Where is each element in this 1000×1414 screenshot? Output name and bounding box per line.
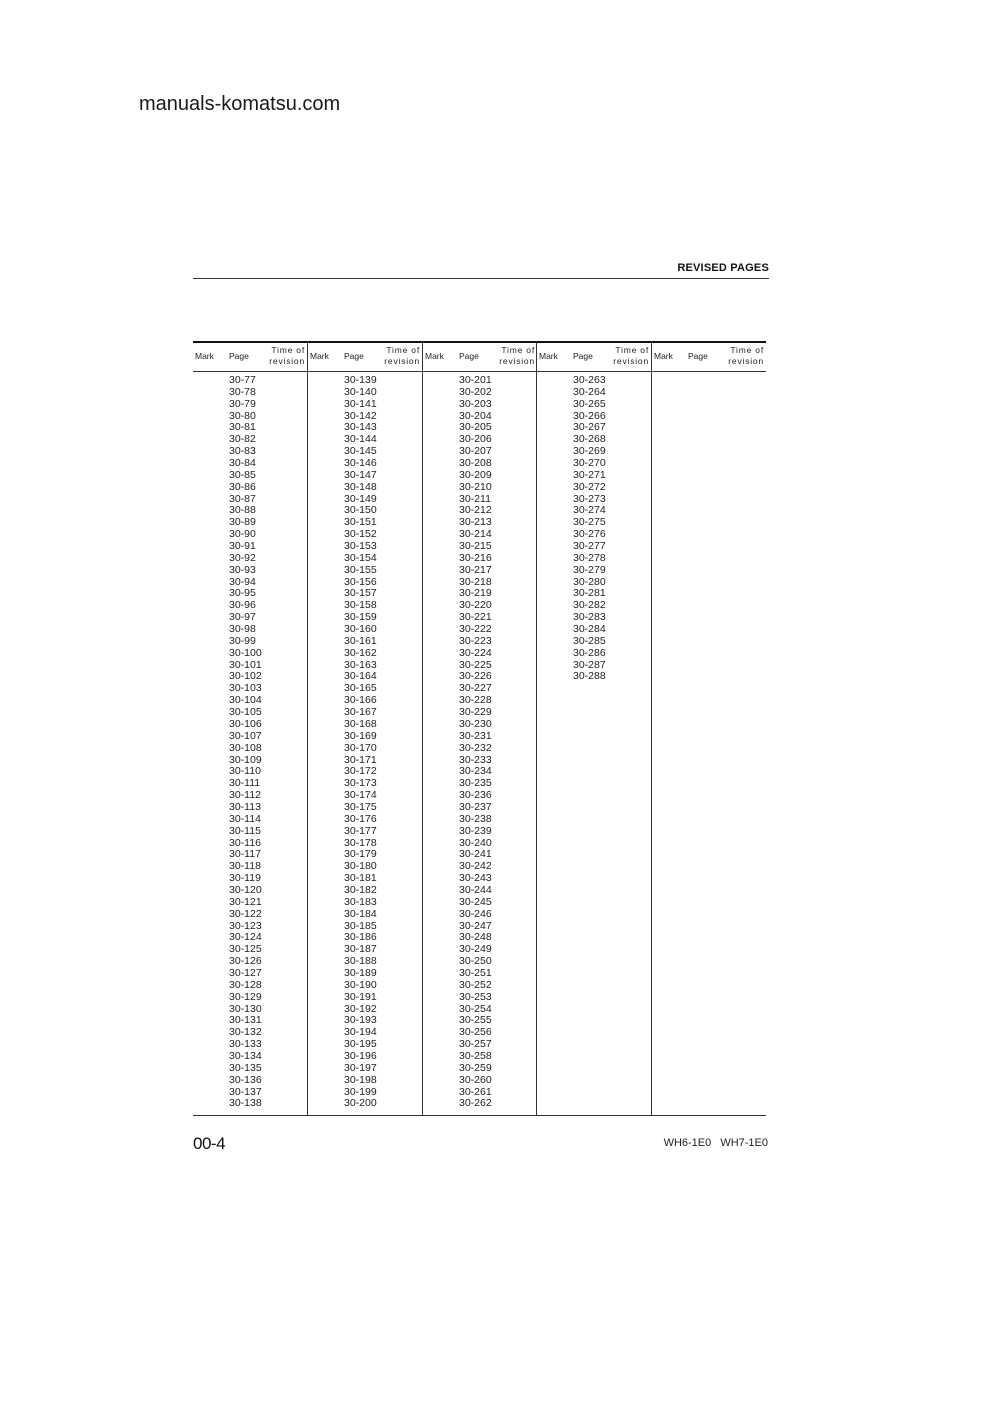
header-time-of-revision: Time of revision <box>499 345 535 366</box>
page-entry: 30-201 <box>459 374 492 386</box>
page-entry: 30-127 <box>229 966 262 979</box>
page-entry: 30-107 <box>229 729 262 742</box>
page-entry: 30-159 <box>344 611 377 624</box>
page-entry: 30-206 <box>459 433 492 446</box>
page-entry: 30-199 <box>344 1085 377 1098</box>
page-entry: 30-110 <box>229 765 261 778</box>
page-entry: 30-236 <box>459 789 492 802</box>
page-entry: 30-260 <box>459 1073 492 1086</box>
page-entry: 30-246 <box>459 907 492 920</box>
page-entry: 30-147 <box>344 468 377 481</box>
page-entry: 30-154 <box>344 551 377 564</box>
page-entry: 30-94 <box>229 575 256 588</box>
page-entry: 30-275 <box>573 516 606 529</box>
page-entry: 30-118 <box>229 860 261 873</box>
page-entry: 30-198 <box>344 1073 377 1086</box>
page-entry: 30-99 <box>229 634 256 647</box>
page-entry: 30-261 <box>459 1085 492 1098</box>
page-entry: 30-153 <box>344 540 377 553</box>
page-entry: 30-92 <box>229 551 256 564</box>
page-entry: 30-114 <box>229 812 261 825</box>
page-entry: 30-174 <box>344 789 377 802</box>
page-entry: 30-283 <box>573 611 606 624</box>
watermark-link[interactable]: manuals-komatsu.com <box>139 93 341 115</box>
page-entry: 30-251 <box>459 966 492 979</box>
page-entry: 30-165 <box>344 682 377 695</box>
page-entry: 30-221 <box>459 611 492 624</box>
page-entry: 30-281 <box>573 587 606 600</box>
page-entry: 30-84 <box>229 457 256 470</box>
page-entry: 30-138 <box>229 1097 262 1110</box>
page-entry: 30-269 <box>573 445 606 458</box>
page-entry: 30-117 <box>229 848 261 861</box>
page-entry: 30-103 <box>229 682 262 695</box>
page-entry: 30-90 <box>229 528 256 541</box>
page-entry: 30-152 <box>344 528 377 541</box>
page-entry: 30-229 <box>459 706 492 719</box>
page-entry: 30-134 <box>229 1049 262 1062</box>
header-page: Page <box>459 351 479 361</box>
page-entry: 30-79 <box>229 397 256 410</box>
page-entry: 30-228 <box>459 694 492 707</box>
header-mark: Mark <box>539 351 558 361</box>
page-entry: 30-83 <box>229 445 256 458</box>
page-entry: 30-209 <box>459 468 492 481</box>
page-entry: 30-108 <box>229 741 262 754</box>
page-entry: 30-232 <box>459 741 492 754</box>
page-entry: 30-96 <box>229 599 256 612</box>
page-entry: 30-120 <box>229 883 262 896</box>
page-entry: 30-80 <box>229 409 256 422</box>
page-entry: 30-123 <box>229 919 262 932</box>
page-entry: 30-113 <box>229 800 261 813</box>
column-group-3 <box>423 341 537 1116</box>
page-entry: 30-121 <box>229 895 262 908</box>
page-entry: 30-212 <box>459 504 492 517</box>
page-entry: 30-162 <box>344 646 377 659</box>
page-entry: 30-194 <box>344 1026 377 1039</box>
page-entry: 30-185 <box>344 919 377 932</box>
page-entry: 30-223 <box>459 634 492 647</box>
page-entry: 30-137 <box>229 1085 262 1098</box>
page-entry: 30-124 <box>229 931 262 944</box>
page-entry: 30-157 <box>344 587 377 600</box>
page-entry: 30-257 <box>459 1038 492 1051</box>
page-entry: 30-82 <box>229 433 256 446</box>
page-list <box>573 375 606 683</box>
header-time-of-revision: Time of revision <box>384 345 420 366</box>
page-entry: 30-186 <box>344 931 377 944</box>
page-entry: 30-89 <box>229 516 256 529</box>
page-entry: 30-197 <box>344 1061 377 1074</box>
page-entry: 30-104 <box>229 694 262 707</box>
page-entry: 30-176 <box>344 812 377 825</box>
revised-pages-table <box>193 341 766 1116</box>
page-entry: 30-180 <box>344 860 377 873</box>
page-list <box>229 375 262 1110</box>
page-entry: 30-237 <box>459 800 492 813</box>
page-entry: 30-276 <box>573 528 606 541</box>
page-entry: 30-210 <box>459 480 492 493</box>
page-entry: 30-224 <box>459 646 492 659</box>
page-entry: 30-190 <box>344 978 377 991</box>
page-entry: 30-77 <box>229 374 256 386</box>
page-entry: 30-285 <box>573 634 606 647</box>
page-entry: 30-155 <box>344 563 377 576</box>
page-entry: 30-151 <box>344 516 377 529</box>
header-time-of-revision: Time of revision <box>269 345 305 366</box>
page-entry: 30-220 <box>459 599 492 612</box>
page-entry: 30-177 <box>344 824 377 837</box>
page-entry: 30-267 <box>573 421 606 434</box>
page-entry: 30-192 <box>344 1002 377 1015</box>
page-entry: 30-264 <box>573 385 606 398</box>
page-entry: 30-119 <box>229 872 261 885</box>
page-entry: 30-132 <box>229 1026 262 1039</box>
page-entry: 30-87 <box>229 492 256 505</box>
page-entry: 30-268 <box>573 433 606 446</box>
page-entry: 30-200 <box>344 1097 377 1110</box>
page-entry: 30-115 <box>229 824 261 837</box>
header-time-of-revision: Time of revision <box>613 345 649 366</box>
page-entry: 30-238 <box>459 812 492 825</box>
page-entry: 30-205 <box>459 421 492 434</box>
page-entry: 30-213 <box>459 516 492 529</box>
page-entry: 30-125 <box>229 943 262 956</box>
page-entry: 30-105 <box>229 706 262 719</box>
header-page: Page <box>344 351 364 361</box>
page-entry: 30-279 <box>573 563 606 576</box>
page-entry: 30-148 <box>344 480 377 493</box>
page-entry: 30-277 <box>573 540 606 553</box>
page-entry: 30-259 <box>459 1061 492 1074</box>
page-entry: 30-222 <box>459 623 492 636</box>
header-page: Page <box>573 351 593 361</box>
page-entry: 30-245 <box>459 895 492 908</box>
page-entry: 30-102 <box>229 670 262 683</box>
page-entry: 30-171 <box>344 753 377 766</box>
page-entry: 30-193 <box>344 1014 377 1027</box>
page-entry: 30-116 <box>229 836 261 849</box>
page-entry: 30-129 <box>229 990 262 1003</box>
header-mark: Mark <box>654 351 673 361</box>
page-entry: 30-187 <box>344 943 377 956</box>
page-entry: 30-106 <box>229 717 262 730</box>
header-time-of-revision: Time of revision <box>728 345 764 366</box>
page-entry: 30-188 <box>344 955 377 968</box>
page-entry: 30-219 <box>459 587 492 600</box>
page-entry: 30-141 <box>344 397 377 410</box>
page-entry: 30-78 <box>229 385 256 398</box>
page-entry: 30-282 <box>573 599 606 612</box>
page-entry: 30-202 <box>459 385 492 398</box>
page-list <box>344 375 377 1110</box>
page-entry: 30-143 <box>344 421 377 434</box>
page-entry: 30-244 <box>459 883 492 896</box>
page-entry: 30-95 <box>229 587 256 600</box>
page-entry: 30-235 <box>459 777 492 790</box>
page-entry: 30-81 <box>229 421 256 434</box>
page-entry: 30-175 <box>344 800 377 813</box>
page-entry: 30-146 <box>344 457 377 470</box>
page-entry: 30-250 <box>459 955 492 968</box>
header-mark: Mark <box>310 351 329 361</box>
page-entry: 30-258 <box>459 1049 492 1062</box>
header-page: Page <box>688 351 708 361</box>
page-entry: 30-265 <box>573 397 606 410</box>
page-entry: 30-270 <box>573 457 606 470</box>
page-entry: 30-133 <box>229 1038 262 1051</box>
page-entry: 30-91 <box>229 540 256 553</box>
page-entry: 30-164 <box>344 670 377 683</box>
page-entry: 30-170 <box>344 741 377 754</box>
page-entry: 30-111 <box>229 777 261 790</box>
page-entry: 30-178 <box>344 836 377 849</box>
page-entry: 30-166 <box>344 694 377 707</box>
page-entry: 30-284 <box>573 623 606 636</box>
page-entry: 30-163 <box>344 658 377 671</box>
page-entry: 30-217 <box>459 563 492 576</box>
page-entry: 30-252 <box>459 978 492 991</box>
page-entry: 30-179 <box>344 848 377 861</box>
page-entry: 30-169 <box>344 729 377 742</box>
page-entry: 30-253 <box>459 990 492 1003</box>
page-entry: 30-249 <box>459 943 492 956</box>
header-mark: Mark <box>195 351 214 361</box>
page-entry: 30-126 <box>229 955 262 968</box>
page-entry: 30-218 <box>459 575 492 588</box>
page-entry: 30-144 <box>344 433 377 446</box>
page-entry: 30-149 <box>344 492 377 505</box>
page-entry: 30-145 <box>344 445 377 458</box>
page-entry: 30-287 <box>573 658 606 671</box>
page-entry: 30-227 <box>459 682 492 695</box>
page-entry: 30-286 <box>573 646 606 659</box>
page-entry: 30-254 <box>459 1002 492 1015</box>
page-entry: 30-273 <box>573 492 606 505</box>
column-group-1 <box>193 341 307 1116</box>
page-entry: 30-272 <box>573 480 606 493</box>
page-entry: 30-173 <box>344 777 377 790</box>
page-entry: 30-271 <box>573 468 606 481</box>
page-entry: 30-207 <box>459 445 492 458</box>
header-mark: Mark <box>425 351 444 361</box>
page-entry: 30-131 <box>229 1014 262 1027</box>
page-entry: 30-225 <box>459 658 492 671</box>
page-entry: 30-240 <box>459 836 492 849</box>
page-entry: 30-239 <box>459 824 492 837</box>
page-entry: 30-181 <box>344 872 377 885</box>
page-list <box>459 375 492 1110</box>
model-code: WH6-1E0 WH7-1E0 <box>663 1137 768 1149</box>
page-entry: 30-122 <box>229 907 262 920</box>
page-entry: 30-288 <box>573 670 606 683</box>
page-entry: 30-86 <box>229 480 256 493</box>
page-entry: 30-208 <box>459 457 492 470</box>
page-entry: 30-88 <box>229 504 256 517</box>
page-entry: 30-156 <box>344 575 377 588</box>
page-entry: 30-216 <box>459 551 492 564</box>
page-entry: 30-98 <box>229 623 256 636</box>
page-entry: 30-234 <box>459 765 492 778</box>
page-entry: 30-233 <box>459 753 492 766</box>
page-entry: 30-183 <box>344 895 377 908</box>
page-entry: 30-262 <box>459 1097 492 1110</box>
page-entry: 30-172 <box>344 765 377 778</box>
page-entry: 30-184 <box>344 907 377 920</box>
page-entry: 30-136 <box>229 1073 262 1086</box>
page-entry: 30-256 <box>459 1026 492 1039</box>
page-entry: 30-214 <box>459 528 492 541</box>
page-entry: 30-191 <box>344 990 377 1003</box>
page-entry: 30-195 <box>344 1038 377 1051</box>
page-entry: 30-226 <box>459 670 492 683</box>
page-entry: 30-241 <box>459 848 492 861</box>
page-entry: 30-109 <box>229 753 262 766</box>
page-entry: 30-230 <box>459 717 492 730</box>
page-entry: 30-93 <box>229 563 256 576</box>
page-entry: 30-130 <box>229 1002 262 1015</box>
page-entry: 30-182 <box>344 883 377 896</box>
header-page: Page <box>229 351 249 361</box>
page-entry: 30-140 <box>344 385 377 398</box>
page-entry: 30-112 <box>229 789 261 802</box>
page-number: 00-4 <box>193 1134 226 1153</box>
page-entry: 30-142 <box>344 409 377 422</box>
page-entry: 30-204 <box>459 409 492 422</box>
page-entry: 30-85 <box>229 468 256 481</box>
page-entry: 30-168 <box>344 717 377 730</box>
page-entry: 30-243 <box>459 872 492 885</box>
page-entry: 30-280 <box>573 575 606 588</box>
page-entry: 30-263 <box>573 374 606 386</box>
column-group-2 <box>308 341 422 1116</box>
page-entry: 30-242 <box>459 860 492 873</box>
page-entry: 30-139 <box>344 374 377 386</box>
page-entry: 30-167 <box>344 706 377 719</box>
page-entry: 30-211 <box>459 492 491 505</box>
page-entry: 30-100 <box>229 646 262 659</box>
page-entry: 30-158 <box>344 599 377 612</box>
page-entry: 30-189 <box>344 966 377 979</box>
page-entry: 30-231 <box>459 729 492 742</box>
page-entry: 30-97 <box>229 611 256 624</box>
page-entry: 30-196 <box>344 1049 377 1062</box>
page-entry: 30-203 <box>459 397 492 410</box>
page-entry: 30-161 <box>344 634 377 647</box>
section-title: REVISED PAGES <box>677 262 769 274</box>
page-entry: 30-135 <box>229 1061 262 1074</box>
page-entry: 30-101 <box>229 658 262 671</box>
page-entry: 30-266 <box>573 409 606 422</box>
page-entry: 30-160 <box>344 623 377 636</box>
header-divider <box>193 278 769 279</box>
page-entry: 30-278 <box>573 551 606 564</box>
page-entry: 30-128 <box>229 978 262 991</box>
column-group-5 <box>652 341 766 1116</box>
page-entry: 30-255 <box>459 1014 492 1027</box>
page-entry: 30-248 <box>459 931 492 944</box>
page-entry: 30-247 <box>459 919 492 932</box>
page-entry: 30-215 <box>459 540 492 553</box>
column-group-4 <box>537 341 651 1116</box>
page-entry: 30-274 <box>573 504 606 517</box>
page-entry: 30-150 <box>344 504 377 517</box>
